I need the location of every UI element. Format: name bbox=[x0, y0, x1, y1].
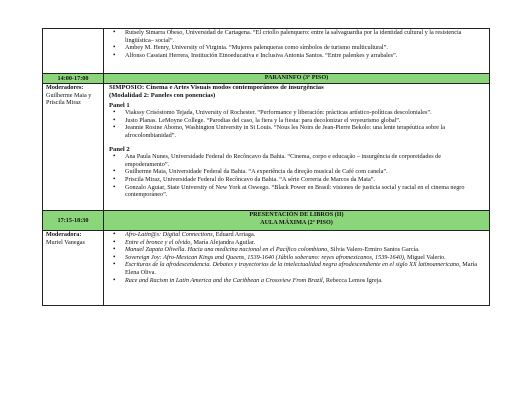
program-table bbox=[42, 28, 490, 306]
symposium-row bbox=[43, 84, 490, 211]
symposium-modality: (Modalidad 2: Paneles con ponencias) bbox=[109, 91, 216, 99]
book-title: Sovereign Joy: Afro-Mexican Kings and Queens, 1539-1640 (Júbilo soberano: reyes afromexicanos, 1539-1640) bbox=[125, 253, 404, 261]
book-title: Manuel Zapata Olivella. Hacia una medicina nacional en el Pacífico colombiano bbox=[125, 246, 328, 254]
moderator-label: Moderadora: bbox=[46, 231, 82, 238]
moderator-name: Muriel Vanegas bbox=[46, 238, 85, 246]
list-item bbox=[121, 231, 486, 239]
book-title: Afro-Latin@s: Digital Connections bbox=[125, 231, 213, 238]
books-title-cell bbox=[104, 211, 490, 231]
books-row bbox=[43, 231, 490, 306]
venue-title: PARANINFO (3º PISO) bbox=[104, 74, 490, 84]
list-item bbox=[121, 239, 486, 247]
section-band-paraninfo bbox=[43, 74, 490, 84]
panel-1-list bbox=[109, 109, 486, 139]
symposium-title: SIMPOSIO: Cinema e Artes Visuais modos contemporâneos de insurgências bbox=[109, 84, 324, 91]
panel-2-heading: Panel 2 bbox=[109, 145, 130, 153]
time-slot: 17:15-18:30 bbox=[43, 211, 104, 231]
book-author: , Silvia Valero-Ermiro Santos García. bbox=[327, 246, 420, 254]
symposium-cell bbox=[104, 84, 490, 211]
list-item: • Priscila Miraz, Universidade Federal do Recôncavo da Bahia. “A série Correria de Marcos da Mata”. bbox=[121, 176, 486, 184]
list-item bbox=[121, 254, 486, 262]
list-item: • Viakssy Crisóstomo Tejada, University of Rochester. “Performance y liberación: prácticas artístico-políticas descoloniales”. bbox=[121, 109, 486, 117]
list-item: • Alfonso Cassiani Herrera, Institución Etnoeducativa e Inclusiva Antonia Santos. “Entre palenkes y arrabales”. bbox=[121, 52, 486, 60]
panel-2-list bbox=[109, 153, 486, 199]
intro-list bbox=[109, 29, 486, 59]
book-author: , Eduard Arriaga. bbox=[212, 231, 256, 238]
section-band-books bbox=[43, 211, 490, 231]
intro-main-cell bbox=[104, 29, 490, 74]
time-slot: 14:00-17:00 bbox=[43, 74, 104, 84]
intro-row bbox=[43, 29, 490, 74]
book-title: Entre el bronce y el olvido bbox=[125, 238, 191, 246]
book-author: , María Elena Oliva. bbox=[125, 261, 477, 276]
list-item: • Jeannie Rosine Abomo, Washington University in St Louis. “Nous les Noirs de Jean-Pierre Bekolo: una lente terapéutica sobre la afrocolombianidad”. bbox=[121, 124, 486, 139]
book-title: Escrituras de la afrodescendencia. Debates y trayectorias de la intelectualidad negra afrodescendiente en el siglo XX latinoamericano bbox=[125, 261, 460, 269]
list-item: • Gonzalo Aguiar, State University of New York at Oswego. “Black Power en Brasil: visiones de justicia social y racial en el cinema negro contemporáneo”. bbox=[121, 184, 486, 199]
intro-left-cell bbox=[43, 29, 104, 74]
books-venue: AULA MÁXIMA (2º PISO) bbox=[260, 218, 333, 226]
moderators-names: Guilherme Maia y Priscila Miraz bbox=[46, 91, 92, 107]
list-item: • Rutsely Simarra Obeso, Universidad de Cartagena. “El criollo palenquero: entre la salvaguardia por la identidad cultural y la resistencia lingüística– social”. bbox=[121, 29, 486, 44]
list-item: • Guilherme Maia, Universidade Federal da Bahia. “A experiência da direção musical de Café com canela”. bbox=[121, 168, 486, 176]
books-title: PRESENTACIÓN DE LIBROS (II) bbox=[249, 211, 344, 218]
book-author: , Rebecca Lemos Igreja. bbox=[322, 276, 383, 284]
list-item bbox=[121, 246, 486, 254]
book-author: , María Alejandra Aguilar. bbox=[190, 238, 256, 246]
moderator-cell bbox=[43, 231, 104, 306]
book-title: Race and Racism in Latin America and the Caribbean a Crossview From Brazil bbox=[125, 276, 323, 284]
moderators-cell bbox=[43, 84, 104, 211]
moderators-label: Moderadores: bbox=[46, 84, 84, 91]
list-item: • Ambey M. Henry, University of Virginia. “Mujeres palenqueras como símbolos de turismo multicultural”. bbox=[121, 44, 486, 52]
panel-1-heading: Panel 1 bbox=[109, 101, 130, 109]
list-item bbox=[121, 277, 486, 285]
books-cell bbox=[104, 231, 490, 306]
list-item: • Justo Planas. LeMoyne College. “Parodias del caso, la fiera y la fiesta: para decolonizar el voyeurismo global”. bbox=[121, 117, 486, 125]
list-item: • Ana Paula Nunes, Universidade Federal do Recôncavo da Bahia. “Cinema, corpo e educação – insurgência de corporeidades de empoderamento”. bbox=[121, 153, 486, 168]
book-author: , Miguel Valerio. bbox=[403, 253, 446, 261]
list-item bbox=[121, 261, 486, 276]
books-list bbox=[109, 231, 486, 284]
